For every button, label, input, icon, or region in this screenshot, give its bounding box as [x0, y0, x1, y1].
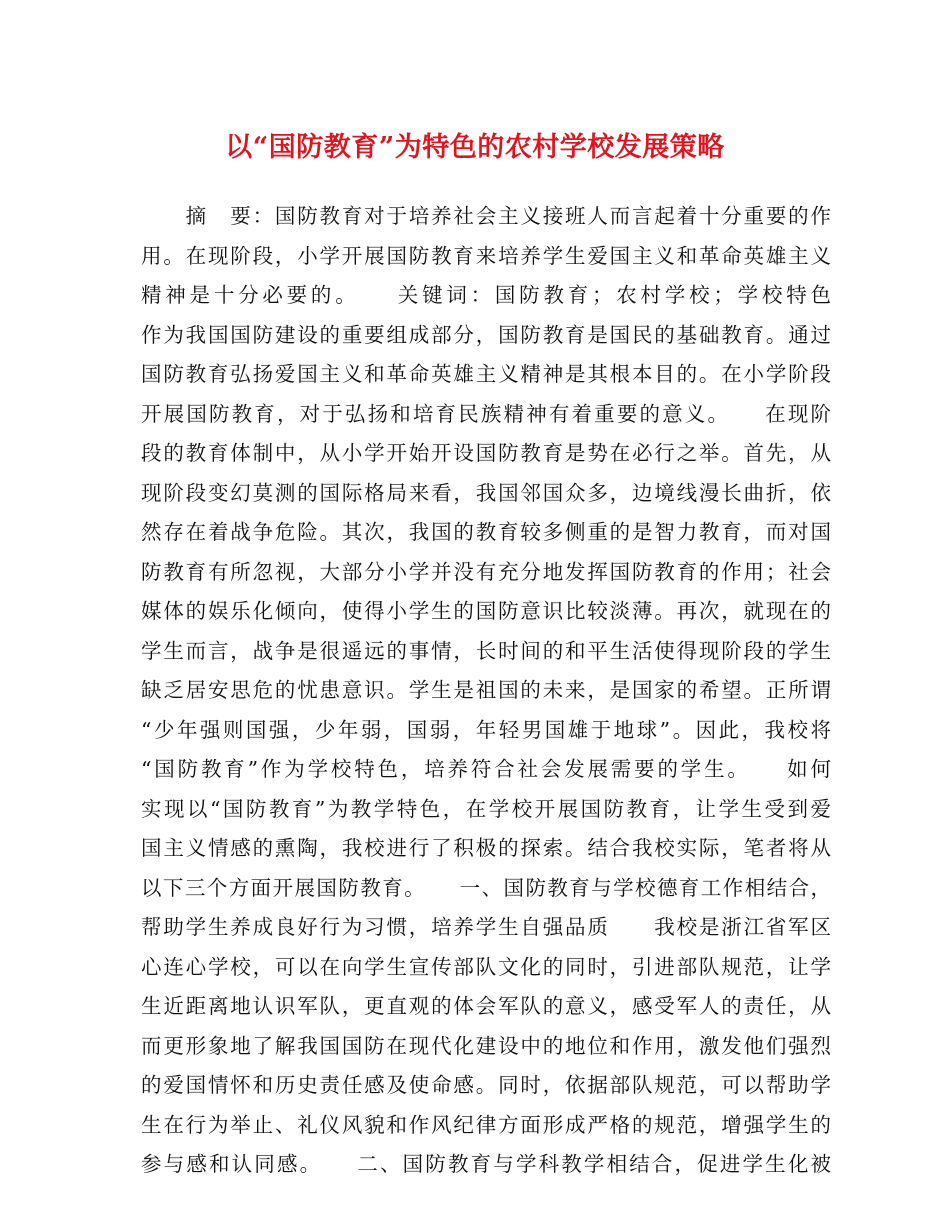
document-title: 以“国防教育”为特色的农村学校发展策略	[225, 132, 725, 163]
body-line: 摘 要：国防教育对于培养社会主义接班人而言起着十分重要的作	[141, 204, 831, 228]
body-line: 心连心学校，可以在向学生宣传部队文化的同时，引进部队规范，让学	[141, 954, 831, 979]
body-line: “少年强则国强，少年弱，国弱，年轻男国雄于地球”。因此，我校将	[141, 717, 831, 742]
body-line: “国防教育”作为学校特色，培养符合社会发展需要的学生。 如何	[141, 757, 831, 781]
body-line: 帮助学生养成良好行为习惯，培养学生自强品质 我校是浙江省军区	[141, 915, 831, 939]
body-line: 媒体的娱乐化倾向，使得小学生的国防意识比较淡薄。再次，就现在的	[141, 599, 831, 623]
body-line: 学生而言，战争是很遥远的事情，长时间的和平生活使得现阶段的学生	[141, 638, 831, 663]
body-line: 国防教育弘扬爱国主义和革命英雄主义精神是其根本目的。在小学阶段	[141, 362, 831, 386]
body-line: 实现以“国防教育”为教学特色，在学校开展国防教育，让学生受到爱	[141, 796, 831, 821]
body-line: 精神是十分必要的。 关键词：国防教育；农村学校；学校特色	[141, 283, 831, 307]
body-line: 开展国防教育，对于弘扬和培育民族精神有着重要的意义。 在现阶	[141, 401, 831, 426]
body-line: 的爱国情怀和历史责任感及使命感。同时，依据部队规范，可以帮助学	[141, 1073, 831, 1097]
body-line: 生近距离地认识军队，更直观的体会军队的意义，感受军人的责任，从	[141, 994, 831, 1018]
body-line: 国主义情感的熏陶，我校进行了积极的探索。结合我校实际，笔者将从	[141, 836, 831, 860]
body-line: 段的教育体制中，从小学开始开设国防教育是势在必行之举。首先，从	[141, 441, 831, 465]
body-line: 而更形象地了解我国国防在现代化建设中的地位和作用，激发他们强烈	[141, 1033, 831, 1058]
body-line: 然存在着战争危险。其次，我国的教育较多侧重的是智力教育，而对国	[141, 520, 831, 544]
body-line: 参与感和认同感。 二、国防教育与学科教学相结合，促进学生化被	[141, 1152, 831, 1176]
body-line: 作为我国国防建设的重要组成部分，国防教育是国民的基础教育。通过	[141, 322, 831, 347]
body-line: 缺乏居安思危的忧患意识。学生是祖国的未来，是国家的希望。正所谓	[141, 678, 831, 702]
body-line: 以下三个方面开展国防教育。 一、国防教育与学校德育工作相结合，	[141, 875, 831, 900]
document-body	[141, 197, 831, 1185]
body-line: 用。在现阶段，小学开展国防教育来培养学生爱国主义和革命英雄主义	[141, 243, 831, 268]
body-line: 生在行为举止、礼仪风貌和作风纪律方面形成严格的规范，增强学生的	[141, 1112, 831, 1137]
body-line: 现阶段变幻莫测的国际格局来看，我国邻国众多，边境线漫长曲折，依	[141, 480, 831, 505]
body-line: 防教育有所忽视，大部分小学并没有充分地发挥国防教育的作用；社会	[141, 559, 831, 584]
